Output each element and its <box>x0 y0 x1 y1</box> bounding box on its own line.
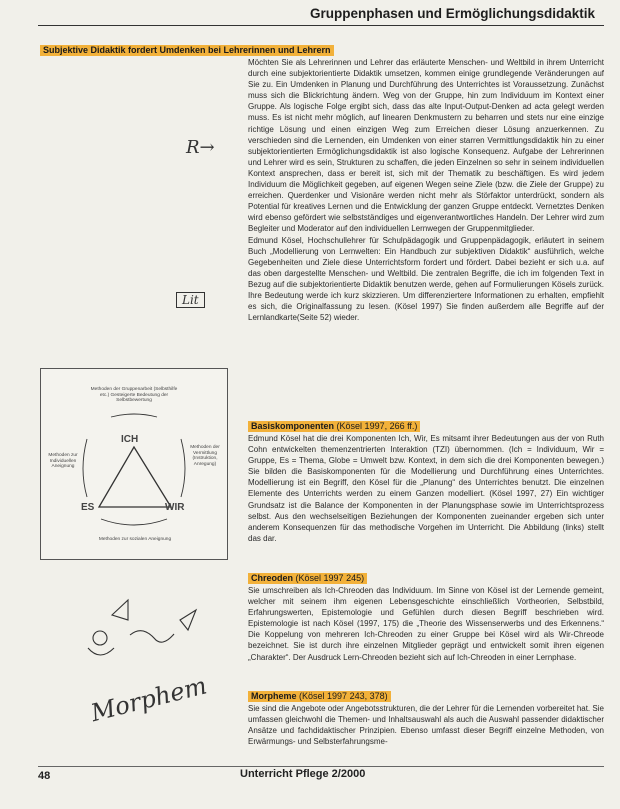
magazine-title: Unterricht Pflege 2/2000 <box>240 768 366 780</box>
paragraph: Sie umschreiben als Ich-Chreoden das Individuum. Im Sinne von Kösel ist der Lernende gemeint, welcher mit seinem ihm eigenen Lebensgeschichte einschließlich Vortheorien, Selbstbild, Erfahrungswerten, Epistemologie und Gefühlen durch diesen Begriff beschrieben wird. Epistemologie ist nach Kösel (1997, 175) die „Theorie des Wissenserwerbs und des Erkennens.“ Die Koppelung von mehreren Ich-Chreoden zu einer Gruppe bei Kösel wird als Wir-Chreode bezeichnet. Sie ist durch ihre einzelnen Mitglieder geprägt und entwickelt somit ihren eigenen „Charakter“. Der Ausdruck Lern-Chreoden bezieht sich auf Ich-Chreoden in einer Lernphase. <box>248 586 604 662</box>
basiskomponenten-diagram <box>40 368 228 560</box>
doodle-shape <box>88 648 114 655</box>
handwritten-morphem: Morphem <box>88 671 210 728</box>
heading-citation: (Kösel 1997 245) <box>295 573 365 583</box>
triangle-shape <box>99 447 171 507</box>
paragraph: Möchten Sie als Lehrerinnen und Lehrer das erläuterte Menschen- und Weltbild in ihrem Unterricht durch eine subjektorientierte Didaktik umsetzen, kommen einige grundlegende Veränderungen auf Sie zu. Ein Umdenken in Planung und Durchführung des Unterrichtes ist Voraussetzung. Zunächst muss sich die Blickrichtung ändern. Weg von der Gruppe, hin zum Individuum im Kontext einer Gruppe. Als logische Folge ergibt sich, dass das alte Input-Output-Denken ad acta gelegt werden muss. Es ist nicht mehr möglich, auf linearen Denkmustern zu beharren und stets nur eine einzige richtige Lösung und einen einzigen Weg zum Erreichen dieser Lösung anzuerkennen. Zu verschieden sind die Lernenden, ein Umdenken von einer starren Vermittlungsdidaktik hin zu einer subjektorientierten Ermöglichungsdidaktik ist also logische Konsequenz. Aufgabe der Lehrerinnen und Lehrer wird es sein, Strukturen zu schaffen, die jeden Einzelnen so sehr in seinem individuellen Kontext ansprechen, dass er bereit ist, sich mit der Thematik zu beschäftigen. Es wird jedem Individuum die Möglichkeit gegeben, auf eigenen Wegen seine Ziele (bzw. die Ziele der Gruppe) zu erreichen. Querdenker und Visionäre werden nicht mehr als Störfaktor unterdrückt, sondern als Potential für kreatives Lernen und die Entwicklung der ganzen Gruppe entdeckt. Vernetztes Denken wird ebenso gefördert wie selbstständiges und eigenverantwortliches Handeln. Der Lehrer wird zum Begleiter und Moderator auf den individuellen Lernwegen der Gruppenmitglieder. <box>248 58 604 234</box>
footer-rule <box>38 766 604 767</box>
diagram-left-label: Methoden zur Individuellen Aneignung <box>48 453 78 470</box>
section-heading-basiskomponenten <box>248 421 420 432</box>
heading-citation: (Kösel 1997 243, 378) <box>299 691 388 701</box>
heading-citation: (Kösel 1997, 266 ff.) <box>336 421 418 431</box>
arrow-left <box>83 439 87 497</box>
paragraph: Edmund Kösel, Hochschullehrer für Schulpädagogik und Gruppenpädagogik, erläutert in seinem Buch „Modellierung von Lernwelten: Ein Handbuch zur subjektiven Didaktik“ ausführlich, welche Gegebenheiten und Ziele diese Unterrichtsform fordert und fördert. Dabei bezieht er sich u.a. auf das oben dargestellte Menschen- und Weltbild. Die zentralen Begriffe, die ich im folgenden Text in Bezug auf die subjektorientierte Didaktik benutzen werde, gehen auf Formulierungen Kösels zurück. Ihre Bedeutung werde ich kurz skizzieren. Um differenziertere Informationen zu erhalten, empfiehlt es sich, die Originalfassung zu lesen. (Kösel 1997) Sie finden außerdem alle Begriffe auf der Lernlandkarte(Seite 52) wieder. <box>248 235 604 323</box>
doodle-shape <box>112 600 128 620</box>
section-text-morpheme <box>248 703 604 747</box>
heading-label: Chreoden <box>251 573 294 583</box>
handwritten-lit-box: Lit <box>176 292 205 308</box>
diagram-right-label: Methoden der Vermittlung (Instruktion, Anregung) <box>190 445 220 467</box>
section-text-chreoden <box>248 585 604 663</box>
diagram-label-ich: ICH <box>121 434 139 445</box>
diagram-label-es: ES <box>81 502 95 513</box>
heading-label: Morpheme <box>251 691 297 701</box>
handwritten-arrow: R→ <box>186 137 215 158</box>
doodle-circle <box>93 631 107 645</box>
handwritten-doodles <box>70 590 270 690</box>
section-text-subjective-didactics <box>248 57 604 323</box>
section-heading-subjective-didactics: Subjektive Didaktik fordert Umdenken bei Lehrerinnen und Lehrern <box>40 45 334 56</box>
header-rule <box>38 25 604 26</box>
page-header: Gruppenphasen und Ermöglichungsdidaktik <box>309 6 595 21</box>
heading-label: Basiskomponenten <box>251 421 335 431</box>
diagram-bottom-label: Methoden zur sozialen Aneignung <box>98 537 172 542</box>
section-heading-chreoden <box>248 573 367 584</box>
doodle-shape <box>180 610 196 630</box>
paragraph: Edmund Kösel hat die drei Komponenten Ich, Wir, Es mitsamt ihrer Bedeutungen aus der von Ruth Cohn entwickelten themenzentrierten Interaktion (TZI) übernommen. (Ich = Individuum, Wir = Gruppe, Es = Thema, Globe = Umwelt bzw. Kontext, in dem sich die drei Komponenten bewegen.) Sie bilden die Basiskomponenten für die Modellierung und Durchführung eines Unterrichtes. Modellierung ist ein Begriff, den Kösel für die „Planung“ des Unterrichtes benutzt. Die einzelnen Elemente des Unterrichts werden zu einem Ganzen modelliert. (Kösel 1997, 27) Ein wichtiger Grundsatz ist die Balance der Komponenten in der Planungsphase sowie im Unterrichtsprozess selbst. Aus den wechselseitigen Beziehungen der Komponenten zueinander ergeben sich unter anderem Konsequenzen für das methodische Vorgehen im Unterricht. Die Abbildung (links) stellt das dar. <box>248 434 604 543</box>
arrow-top <box>111 414 157 417</box>
doodle-shape <box>130 631 174 643</box>
section-text-basiskomponenten <box>248 433 604 544</box>
paragraph: Sie sind die Angebote oder Angebotsstrukturen, die der Lehrer für die Lernenden vorbereitet hat. Sie umfassen gleichwohl die Themen- und Inhaltsauswahl als auch die Auswahl passender didaktischer Ansätze und fachdidaktischer Prinzipien. Ebenso umfasst dieser Begriff einzelne Methoden, von Erwärmungs- und Selbsterfahrungsme- <box>248 704 604 747</box>
arrow-bottom <box>101 519 167 525</box>
diagram-top-label: Methoden der Gruppenarbeit (Selbsthilfe etc.) Gesteigerte Bedeutung der Selbstbewertung <box>90 387 178 404</box>
page-number: 48 <box>38 770 51 782</box>
diagram-label-wir: WIR <box>165 502 185 513</box>
section-heading-morpheme <box>248 691 391 702</box>
